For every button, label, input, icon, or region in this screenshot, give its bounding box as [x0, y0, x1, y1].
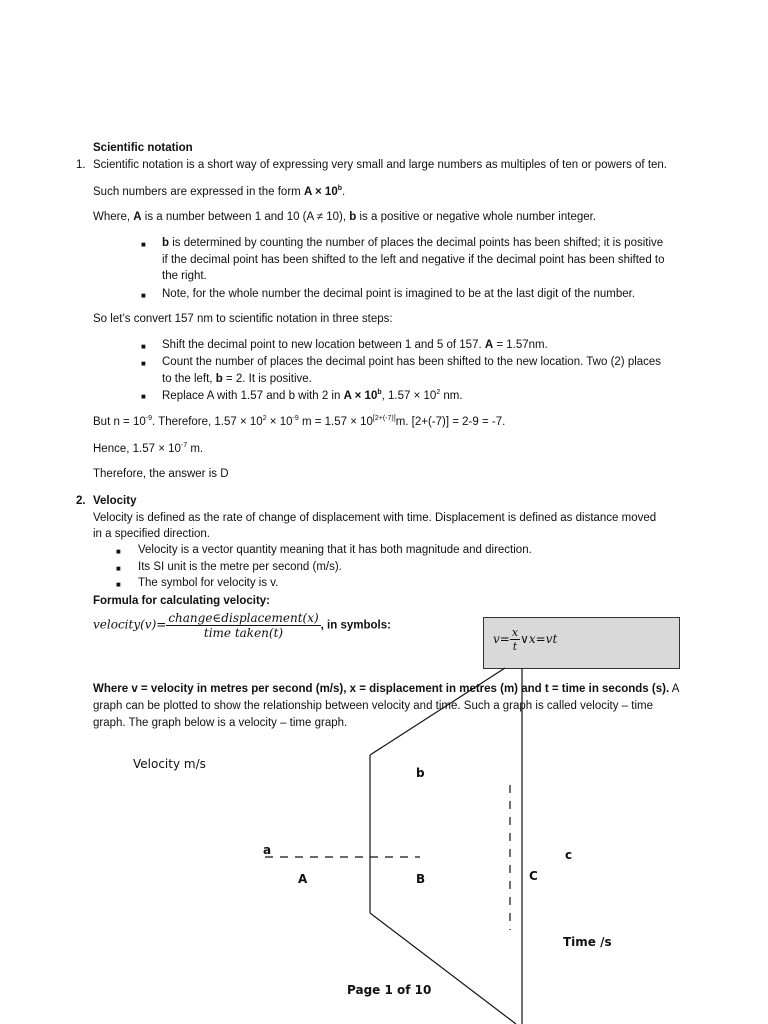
graph-y-label: Velocity m/s	[133, 757, 206, 771]
q1-answer: Therefore, the answer is D	[93, 468, 229, 480]
box-formula: v= $\frac{x}{t}$ ∨x=vt	[493, 626, 558, 653]
bullet-icon: ■	[116, 580, 121, 589]
q1-bullet1-line3: the right.	[162, 270, 207, 282]
q1-line1: Scientific notation is a short way of expressing very small and large numbers as multiples of ten or powers of ten.	[93, 159, 667, 171]
q1-step2-line1: Count the number of places the decimal point has been shifted to the new location. Two (2) places	[162, 356, 662, 368]
q2-where-line: Where v = velocity in metres per second (m/s), x = displacement in metres (m) and t = time in seconds (s). A	[93, 683, 680, 695]
graph-label-b: b	[416, 766, 425, 780]
q1-step3: Replace A with 1.57 and b with 2 in $A \times 10^b$, $1.57 \times 10^2$ nm.	[162, 389, 463, 402]
q2-title: Velocity	[93, 495, 137, 507]
bullet-icon: ■	[141, 392, 146, 401]
q1-form-line: Such numbers are expressed in the form $A \times 10^b$.	[93, 185, 346, 198]
q1-but-line: But $n = 10^{-9}$. Therefore, $1.57 \times 10^2 \times 10^{-9}$ m = 1.57 × 10[2+(-7)]m. [2+(-7)] = 2-9 = -7.	[93, 415, 506, 428]
graph-label-C: C	[529, 869, 538, 883]
q1-bullet2: Note, for the whole number the decimal point is imagined to be at the last digit of the number.	[162, 288, 636, 300]
graph-label-c: c	[565, 848, 573, 862]
q1-bullet1-line1: b is determined by counting the number of places the decimal points has been shifted; it is positive	[162, 237, 664, 249]
q2-graph-line1: graph can be plotted to show the relationship between velocity and time. Such a graph is called velocity – time	[93, 700, 653, 712]
bullet-icon: ■	[116, 564, 121, 573]
bullet-icon: ■	[141, 359, 146, 368]
q1-step2-line2: to the left, b = 2. It is positive.	[162, 373, 312, 385]
q1-bullet1-line2: if the decimal point has been shifted to the left and negative if the decimal point has been shifted to	[162, 254, 665, 266]
graph-label-a: a	[263, 843, 272, 857]
question-number-2: 2.	[76, 495, 86, 507]
section-heading: Scientific notation	[93, 142, 193, 154]
q1-step1: Shift the decimal point to new location between 1 and 5 of 157. A = 1.57nm.	[162, 339, 548, 351]
bullet-icon: ■	[116, 547, 121, 556]
bullet-icon: ■	[141, 240, 146, 249]
q2-graph-line2: graph. The graph below is a velocity – time graph.	[93, 717, 348, 729]
bullet-icon: ■	[141, 342, 146, 351]
q2-def-line1: Velocity is defined as the rate of change of displacement with time. Displacement is defined as distance moved	[93, 512, 657, 524]
q1-where-line: Where, A is a number between 1 and 10 (A ≠ 10), b is a positive or negative whole number integer.	[93, 211, 597, 223]
page-number: Page 1 of 10	[347, 983, 432, 997]
question-number-1: 1.	[76, 159, 86, 171]
graph-x-label: Time /s	[563, 935, 612, 949]
velocity-formula: velocity(v)= $\frac{\text{change∈displacement(x)}}{\text{time taken(t)}}$ , in symbols:	[93, 611, 391, 640]
q1-convert-line: So let’s convert 157 nm to scientific notation in three steps:	[93, 313, 393, 325]
graph-line	[370, 668, 505, 755]
q2-bullet: The symbol for velocity is v.	[138, 577, 279, 589]
q2-bullet: Its SI unit is the metre per second (m/s).	[138, 561, 342, 573]
q2-def-line2: in a specified direction.	[93, 528, 210, 540]
q2-bullet: Velocity is a vector quantity meaning that it has both magnitude and direction.	[138, 544, 532, 556]
formula-heading: Formula for calculating velocity:	[93, 595, 271, 607]
q1-hence-line: Hence, $1.57 \times 10^{-7}$ m.	[93, 442, 204, 455]
graph-label-B: B	[416, 872, 426, 886]
graph-label-A: A	[298, 872, 308, 886]
graph-line	[370, 913, 516, 1024]
bullet-icon: ■	[141, 291, 146, 300]
